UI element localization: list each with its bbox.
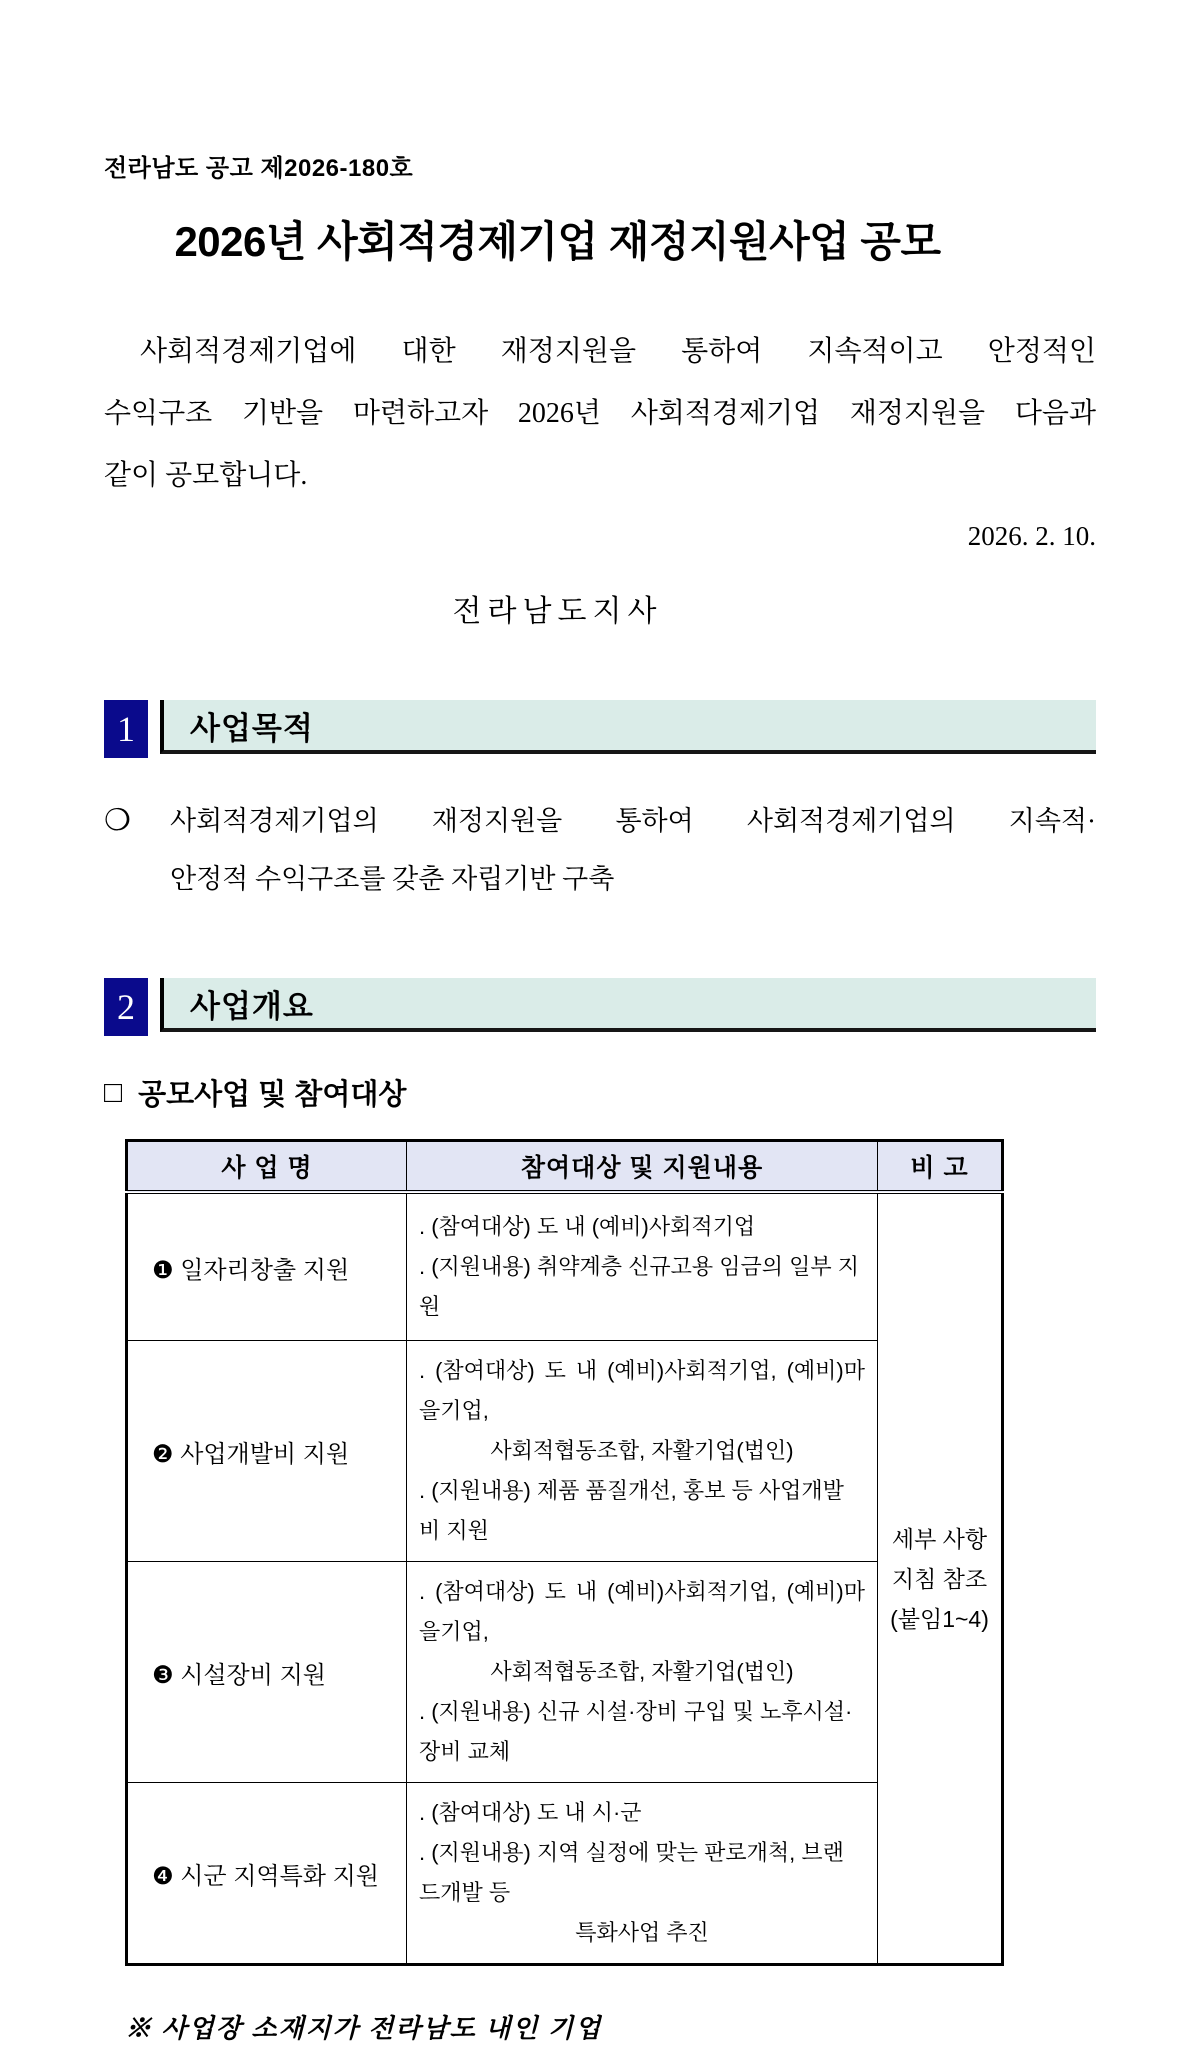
col-header-note: 비 고 [878, 1141, 1003, 1193]
col-header-program-name: 사 업 명 [127, 1141, 407, 1193]
detail-line: . (지원내용) 신규 시설·장비 구입 및 노후시설·장비 교체 [419, 1699, 853, 1764]
circled-number-icon: ❸ [152, 1661, 174, 1689]
program-name [127, 1192, 407, 1341]
section-2-title: 사업개요 [190, 988, 314, 1024]
table-row-business-development [127, 1341, 1003, 1562]
program-name-label: 일자리창출 지원 [180, 1256, 350, 1284]
circled-number-icon: ❹ [152, 1862, 174, 1890]
program-name [127, 1562, 407, 1783]
program-details [407, 1192, 878, 1341]
section-number-badge: 2 [104, 978, 148, 1036]
intro-line: 같이 공모합니다. [104, 460, 308, 491]
notice-date: 2026. 2. 10. [967, 521, 1096, 551]
square-bullet-icon: □ [104, 1075, 123, 1109]
section-title-band [160, 978, 1096, 1032]
detail-line: . (참여대상) 도 내 시·군 [419, 1800, 642, 1825]
note-cell [878, 1192, 1003, 1965]
note-line: 지침 참조 [891, 1565, 988, 1592]
table-row-job-creation [127, 1192, 1003, 1341]
program-name-label: 시설장비 지원 [180, 1661, 326, 1689]
program-details [407, 1783, 878, 1965]
circled-number-icon: ❶ [152, 1256, 174, 1284]
section-1-header [104, 700, 1096, 758]
program-details [407, 1341, 878, 1562]
program-name-label: 사업개발비 지원 [180, 1440, 350, 1468]
section-2-header [104, 978, 1096, 1036]
detail-line: . (참여대상) 도 내 (예비)사회적기업, (예비)마을기업, [419, 1579, 865, 1644]
table-row-facility-equipment [127, 1562, 1003, 1783]
intro-paragraph [104, 321, 1096, 507]
subheading-programs [104, 1072, 1096, 1113]
detail-line: 특화사업 추진 [575, 1920, 709, 1945]
program-table [125, 1139, 1004, 1966]
table-header-row [127, 1141, 1003, 1193]
col-header-target-support: 참여대상 및 지원내용 [407, 1141, 878, 1193]
purpose-line: 안정적 수익구조를 갖춘 자립기반 구축 [170, 864, 615, 894]
purpose-text [170, 792, 1096, 908]
detail-line: 사회적협동조합, 자활기업(법인) [490, 1438, 794, 1463]
detail-line: 사회적협동조합, 자활기업(법인) [490, 1659, 794, 1684]
circle-bullet-icon: ❍ [104, 804, 131, 837]
notice-number: 전라남도 공고 제2026-180호 [104, 155, 414, 182]
program-name [127, 1341, 407, 1562]
program-name-label: 시군 지역특화 지원 [180, 1862, 379, 1890]
footnote [125, 2008, 1096, 2045]
detail-line: . (참여대상) 도 내 (예비)사회적기업, (예비)마을기업, [419, 1358, 865, 1423]
section-title-band [160, 700, 1096, 754]
footnote-text: ※ 사업장 소재지가 전라남도 내인 기업 [125, 2014, 603, 2043]
intro-line: 사회적경제기업에 대한 재정지원을 통하여 지속적이고 안정적인 [140, 336, 1096, 367]
detail-line: . (지원내용) 제품 품질개선, 홍보 등 사업개발비 지원 [419, 1478, 844, 1543]
intro-line: 수익구조 기반을 마련하고자 2026년 사회적경제기업 재정지원을 다음과 [104, 398, 1096, 429]
signature-governor: 전라남도지사 [452, 595, 663, 628]
section-1-title: 사업목적 [190, 710, 314, 746]
detail-line: . (참여대상) 도 내 (예비)사회적기업 [419, 1214, 756, 1239]
purpose-line: 사회적경제기업의 재정지원을 통하여 사회적경제기업의 지속적· [170, 806, 1096, 836]
note-line: 세부 사항 [891, 1525, 988, 1552]
purpose-bullet [104, 792, 1096, 908]
section-number-badge: 1 [104, 700, 148, 758]
subheading-label: 공모사업 및 참여대상 [138, 1079, 407, 1111]
table-row-regional-special [127, 1783, 1003, 1965]
detail-line: . (지원내용) 취약계층 신규고용 임금의 일부 지원 [419, 1254, 859, 1319]
program-details [407, 1562, 878, 1783]
circled-number-icon: ❷ [152, 1440, 174, 1468]
page-title: 2026년 사회적경제기업 재정지원사업 공모 [174, 218, 941, 265]
note-line: (붙임1~4) [890, 1605, 989, 1632]
program-name [127, 1783, 407, 1965]
detail-line: . (지원내용) 지역 실정에 맞는 판로개척, 브랜드개발 등 [419, 1840, 844, 1905]
